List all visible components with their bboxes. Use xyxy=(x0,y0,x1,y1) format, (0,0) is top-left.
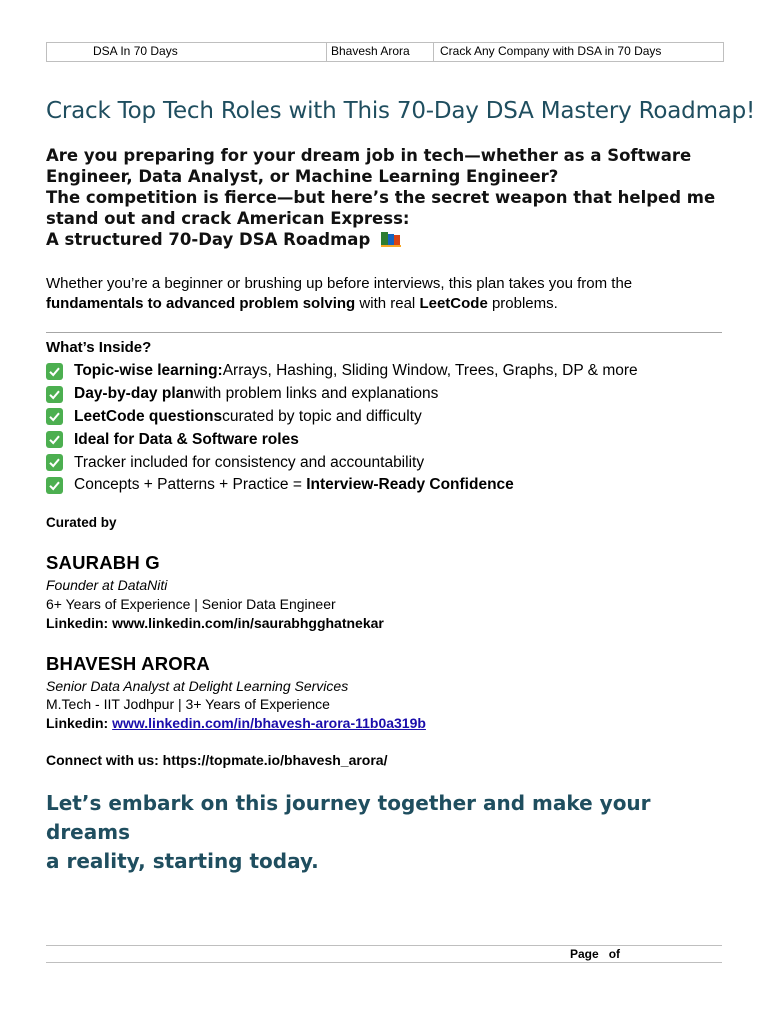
header-subtitle: Crack Any Company with DSA in 70 Days xyxy=(440,44,662,58)
intro-line: stand out and crack American Express: xyxy=(46,209,410,228)
list-item-bold: Day-by-day plan xyxy=(74,385,194,403)
person2-name: BHAVESH ARORA xyxy=(46,653,210,674)
paragraph-text: with real xyxy=(355,295,420,312)
footer-divider xyxy=(46,945,722,946)
list-item xyxy=(46,428,638,451)
page-number-label xyxy=(570,947,620,961)
footer-divider xyxy=(46,962,722,963)
person1-linkedin: Linkedin: www.linkedin.com/in/saurabhgghatnekar xyxy=(46,615,384,631)
curated-by-label: Curated by xyxy=(46,515,117,530)
intro-line-roadmap xyxy=(46,229,726,253)
list-item xyxy=(46,451,638,474)
list-item xyxy=(46,406,638,429)
list-item-text: curated by topic and difficulty xyxy=(222,407,422,425)
section-divider xyxy=(46,332,722,333)
person1-role: Founder at DataNiti xyxy=(46,577,168,593)
description-paragraph xyxy=(46,274,726,314)
closing-line: Let’s embark on this journey together and make your dreams xyxy=(46,791,651,844)
header-doc-name: DSA In 70 Days xyxy=(47,43,327,61)
check-mark-icon xyxy=(46,386,63,403)
person2-linkedin-row xyxy=(46,714,426,732)
connect-line: Connect with us: https://topmate.io/bhavesh_arora/ xyxy=(46,752,388,768)
check-mark-icon xyxy=(46,363,63,380)
of-label: of xyxy=(608,947,621,961)
person2-linkedin-label: Linkedin: xyxy=(46,715,109,731)
check-mark-icon xyxy=(46,431,63,448)
list-item-text: Tracker included for consistency and accountability xyxy=(74,453,425,471)
list-item-bold: LeetCode questions xyxy=(74,407,223,425)
list-item-bold: Topic-wise learning: xyxy=(74,362,223,380)
intro-line: Engineer, Data Analyst, or Machine Learning Engineer? xyxy=(46,167,559,186)
closing-message xyxy=(46,789,726,876)
paragraph-text: Whether you’re a beginner or brushing up before interviews, this plan takes you from the xyxy=(46,275,633,292)
list-item-text: Concepts + Patterns + Practice = xyxy=(74,476,302,494)
list-item xyxy=(46,383,638,406)
list-item-text: with problem links and explanations xyxy=(193,385,439,403)
paragraph-bold: LeetCode xyxy=(419,295,488,312)
features-list xyxy=(46,360,638,497)
intro-block xyxy=(46,145,726,253)
closing-line: a reality, starting today. xyxy=(46,849,319,873)
page-label: Page xyxy=(570,947,599,961)
person2-role: Senior Data Analyst at Delight Learning Services xyxy=(46,678,349,694)
list-item xyxy=(46,474,638,497)
person1-experience: 6+ Years of Experience | Senior Data Engineer xyxy=(46,596,336,612)
list-item-bold: Interview-Ready Confidence xyxy=(306,476,514,494)
list-item-bold: Ideal for Data & Software roles xyxy=(74,430,299,448)
paragraph-bold: fundamentals to advanced problem solving xyxy=(46,295,356,312)
paragraph-text: problems. xyxy=(487,295,558,312)
list-item xyxy=(46,360,638,383)
header-author: Bhavesh Arora xyxy=(327,43,434,61)
check-mark-icon xyxy=(46,454,63,471)
check-mark-icon xyxy=(46,477,63,494)
header-table xyxy=(46,42,724,62)
intro-line: The competition is fierce—but here’s the secret weapon that helped me xyxy=(46,188,716,207)
page-title: Crack Top Tech Roles with This 70-Day DSA Mastery Roadmap! xyxy=(46,98,756,124)
person2-linkedin-link[interactable]: www.linkedin.com/in/bhavesh-arora-11b0a319b xyxy=(112,715,426,731)
person1-name: SAURABH G xyxy=(46,552,160,573)
check-mark-icon xyxy=(46,408,63,425)
whats-inside-heading: What’s Inside? xyxy=(46,339,152,356)
intro-line: Are you preparing for your dream job in tech—whether as a Software xyxy=(46,146,692,165)
intro-roadmap-text: A structured 70-Day DSA Roadmap xyxy=(46,230,371,249)
books-icon xyxy=(380,230,402,253)
person2-experience: M.Tech - IIT Jodhpur | 3+ Years of Experience xyxy=(46,696,330,712)
list-item-text: Arrays, Hashing, Sliding Window, Trees, Graphs, DP & more xyxy=(222,362,638,380)
